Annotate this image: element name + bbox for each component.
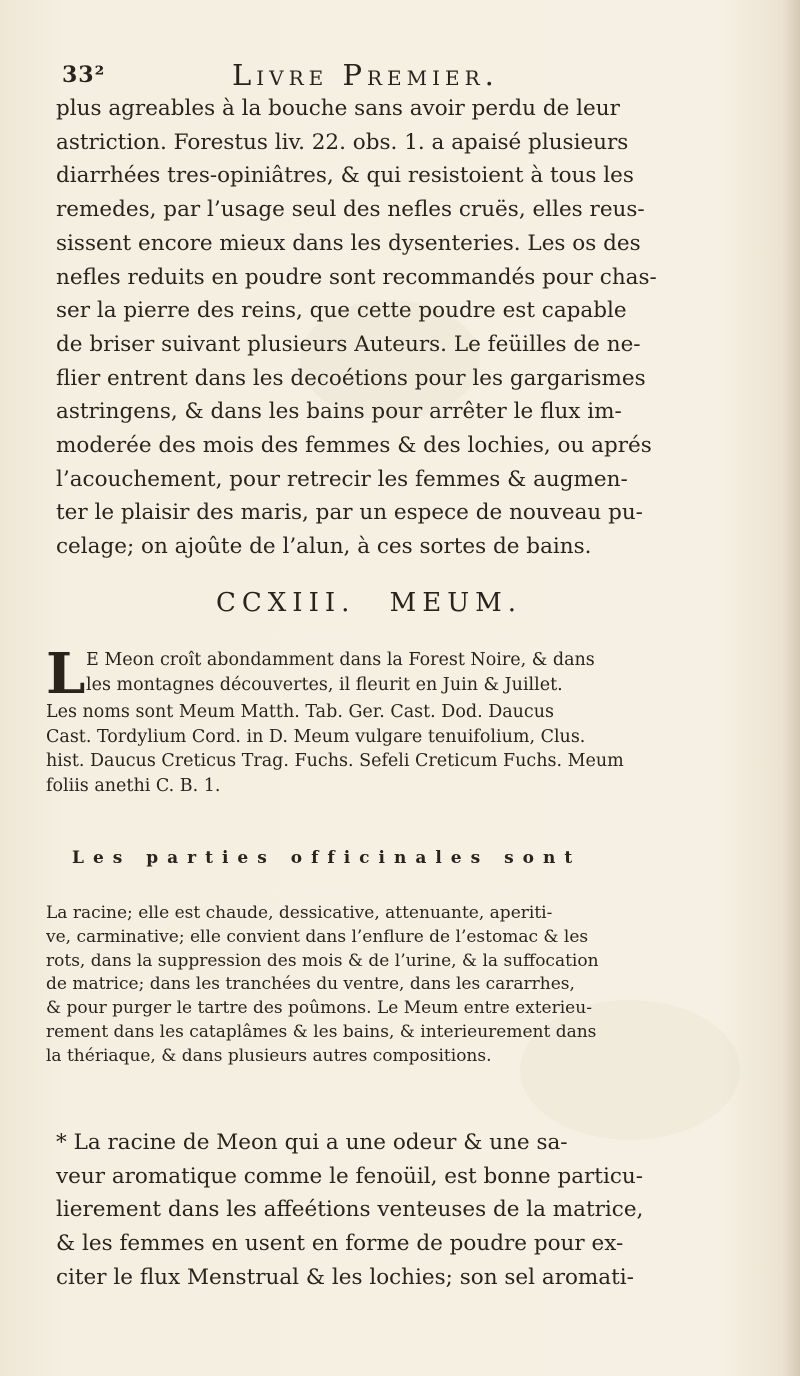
text-line: moderée des mois des femmes & des lochies, ou aprés [56, 433, 652, 459]
text-line: ser la pierre des reins, que cette poudre est capable [56, 298, 627, 324]
text-line: de matrice; dans les tranchées du ventre, dans les cararrhes, [46, 974, 575, 995]
text-line: astriction. Forestus liv. 22. obs. 1. a apaisé plusieurs [56, 129, 629, 155]
parts-heading: Les parties officinales sont [72, 848, 582, 868]
text-line: veur aromatique comme le fenoüil, est bonne particu- [56, 1163, 643, 1189]
text-line: ve, carminative; elle convient dans l’enflure de l’estomac & les [46, 926, 589, 947]
entry-intro [86, 648, 712, 697]
text-line: rots, dans la suppression des mois & de l’urine, & la suffocation [46, 950, 599, 971]
page-gutter-shadow [782, 0, 800, 1376]
text-line: de briser suivant plusieurs Auteurs. Le feüilles de ne- [56, 331, 641, 357]
text-line: sissent encore mieux dans les dysenteries. Les os des [56, 230, 641, 256]
text-line: rement dans les cataplâmes & les bains, & interieurement dans [46, 1021, 597, 1042]
text-line: diarrhées tres-opiniâtres, & qui resistoient à tous les [56, 163, 634, 189]
text-line: la thériaque, & dans plusieurs autres compositions. [46, 1045, 492, 1066]
text-line: astringens, & dans les bains pour arrêter le flux im- [56, 399, 622, 425]
text-line: Les noms sont Meum Matth. Tab. Ger. Cast. Dod. Daucus [46, 702, 554, 722]
text-line: * La racine de Meon qui a une odeur & une sa- [56, 1130, 568, 1155]
text-line: E Meon croît abondamment dans la Forest Noire, & dans [86, 650, 595, 670]
entry-names [46, 700, 746, 798]
text-line: citer le flux Menstrual & les lochies; son sel aromati- [56, 1264, 634, 1290]
text-line: ter le plaisir des maris, par un espece de nouveau pu- [56, 500, 643, 526]
text-line: celage; on ajoûte de l’alun, à ces sortes de bains. [56, 534, 592, 560]
section-heading [216, 588, 542, 618]
drop-cap: L [46, 641, 86, 707]
text-line: flier entrent dans les decoétions pour les gargarismes [56, 365, 646, 391]
text-line: lierement dans les affeétions venteuses de la matrice, [56, 1197, 644, 1223]
body-paragraph [56, 92, 746, 564]
text-line: & pour purger le tartre des poûmons. Le Meum entre exterieu- [46, 998, 592, 1019]
text-line: foliis anethi C. B. 1. [46, 775, 221, 796]
section-title: MEUM. [389, 588, 523, 618]
text-line: hist. Daucus Creticus Trag. Fuchs. Sefeli Creticum Fuchs. Meum [46, 751, 624, 771]
text-line: plus agreables à la bouche sans avoir perdu de leur [56, 96, 620, 121]
text-line: l’acouchement, pour retrecir les femmes & augmen- [56, 466, 628, 492]
text-line: les montagnes découvertes, il fleurit en Juin & Juillet. [86, 674, 563, 695]
text-line: remedes, par l’usage seul des nefles cruës, elles reus- [56, 197, 645, 223]
text-line: nefles reduits en poudre sont recommandés pour chas- [56, 264, 657, 290]
page-number: 33² [62, 62, 106, 88]
text-line: Cast. Tordylium Cord. in D. Meum vulgare tenuifolium, Clus. [46, 726, 586, 747]
text-line: La racine; elle est chaude, dessicative, attenuante, aperiti- [46, 903, 553, 923]
section-number: CCXIII. [216, 588, 356, 618]
text-line: & les femmes en usent en forme de poudre pour ex- [56, 1231, 624, 1257]
running-head: Livre Premier. [232, 58, 499, 92]
note-paragraph [56, 1126, 746, 1295]
parts-paragraph [46, 902, 736, 1069]
